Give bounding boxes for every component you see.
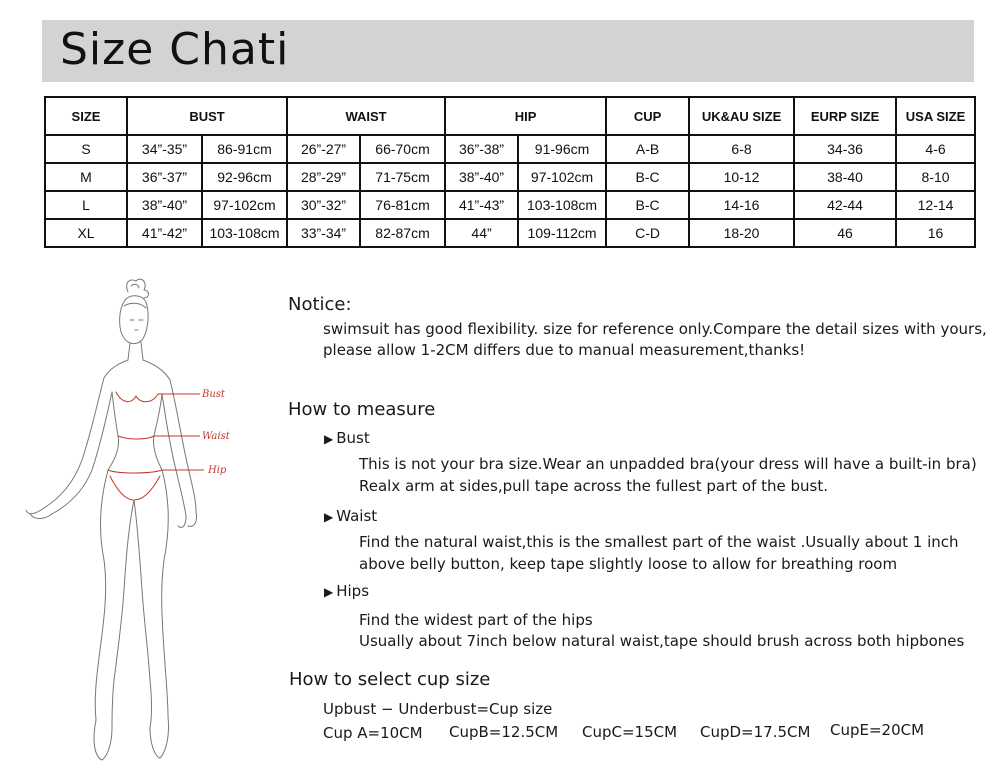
cell-size: L — [45, 191, 127, 219]
cup-d-value: CupD=17.5CM — [700, 723, 811, 741]
header-waist: WAIST — [287, 97, 445, 135]
cell-usa: 4-6 — [896, 135, 975, 163]
cell-bust-cm: 86-91cm — [202, 135, 287, 163]
cell-hip-in: 44” — [445, 219, 518, 247]
bust-line-1: This is not your bra size.Wear an unpadded bra(your dress will have a built-in bra) — [359, 455, 977, 473]
waist-line-1: Find the natural waist,this is the smallest part of the waist .Usually about 1 inch — [359, 533, 959, 551]
notice-line-1: swimsuit has good flexibility. size for reference only.Compare the detail sizes with yours, — [323, 320, 987, 338]
title-banner — [42, 20, 974, 82]
cell-ukau: 6-8 — [689, 135, 794, 163]
cup-c-value: CupC=15CM — [582, 723, 678, 741]
hips-line-1: Find the widest part of the hips — [359, 611, 593, 629]
page-title: Size Chati — [60, 24, 290, 75]
cell-size: M — [45, 163, 127, 191]
cup-b-value: CupB=12.5CM — [449, 723, 559, 741]
hips-label: Hips — [336, 582, 370, 600]
triangle-right-icon: ▶ — [324, 432, 334, 446]
cell-eurp: 38-40 — [794, 163, 896, 191]
bust-label: Bust — [336, 429, 370, 447]
table-row — [45, 191, 975, 219]
waist-line-2: above belly button, keep tape slightly loose to allow for breathing room — [359, 555, 898, 573]
cell-cup: C-D — [606, 219, 689, 247]
header-usa: USA SIZE — [896, 97, 975, 135]
header-eurp: EURP SIZE — [794, 97, 896, 135]
cell-bust-in: 38”-40” — [127, 191, 202, 219]
cell-hip-cm: 97-102cm — [518, 163, 606, 191]
cell-hip-cm: 109-112cm — [518, 219, 606, 247]
header-cup: CUP — [606, 97, 689, 135]
cell-hip-cm: 91-96cm — [518, 135, 606, 163]
cell-waist-in: 30”-32” — [287, 191, 360, 219]
cell-bust-in: 41”-42” — [127, 219, 202, 247]
bust-subheading — [324, 429, 370, 447]
cell-hip-in: 38”-40” — [445, 163, 518, 191]
cell-usa: 8-10 — [896, 163, 975, 191]
notice-heading: Notice: — [288, 294, 352, 315]
cell-usa: 16 — [896, 219, 975, 247]
table-row — [45, 135, 975, 163]
cell-waist-in: 33”-34” — [287, 219, 360, 247]
cell-waist-cm: 71-75cm — [360, 163, 445, 191]
header-ukau: UK&AU SIZE — [689, 97, 794, 135]
header-size: SIZE — [45, 97, 127, 135]
cell-ukau: 10-12 — [689, 163, 794, 191]
body-figure-illustration — [0, 250, 270, 775]
cup-formula: Upbust − Underbust=Cup size — [323, 700, 553, 718]
waist-label: Waist — [336, 507, 378, 525]
cell-ukau: 18-20 — [689, 219, 794, 247]
cell-bust-cm: 103-108cm — [202, 219, 287, 247]
cell-hip-in: 41”-43” — [445, 191, 518, 219]
cell-ukau: 14-16 — [689, 191, 794, 219]
cell-cup: A-B — [606, 135, 689, 163]
header-bust: BUST — [127, 97, 287, 135]
hip-figure-label: Hip — [208, 465, 227, 476]
notice-line-2: please allow 1-2CM differs due to manual measurement,thanks! — [323, 341, 806, 359]
cell-bust-cm: 97-102cm — [202, 191, 287, 219]
cup-select-heading: How to select cup size — [289, 669, 491, 690]
table-header-row — [45, 97, 975, 135]
cup-a-value: Cup A=10CM — [323, 724, 423, 742]
cell-usa: 12-14 — [896, 191, 975, 219]
triangle-right-icon: ▶ — [324, 585, 334, 599]
bust-line-2: Realx arm at sides,pull tape across the fullest part of the bust. — [359, 477, 829, 495]
cell-hip-cm: 103-108cm — [518, 191, 606, 219]
waist-figure-label: Waist — [202, 431, 230, 442]
hips-subheading — [324, 582, 369, 600]
cell-eurp: 42-44 — [794, 191, 896, 219]
bust-figure-label: Bust — [202, 389, 225, 400]
cell-cup: B-C — [606, 191, 689, 219]
table-row — [45, 163, 975, 191]
cell-waist-cm: 76-81cm — [360, 191, 445, 219]
cell-bust-cm: 92-96cm — [202, 163, 287, 191]
cell-waist-cm: 82-87cm — [360, 219, 445, 247]
cell-eurp: 34-36 — [794, 135, 896, 163]
cell-bust-in: 36”-37” — [127, 163, 202, 191]
cell-bust-in: 34”-35” — [127, 135, 202, 163]
header-hip: HIP — [445, 97, 606, 135]
cell-hip-in: 36”-38” — [445, 135, 518, 163]
cell-eurp: 46 — [794, 219, 896, 247]
size-chart-table — [44, 96, 976, 248]
measure-heading: How to measure — [288, 399, 436, 420]
hips-line-2: Usually about 7inch below natural waist,tape should brush across both hipbones — [359, 632, 965, 650]
triangle-right-icon: ▶ — [324, 510, 334, 524]
cell-waist-in: 26”-27” — [287, 135, 360, 163]
cup-e-value: CupE=20CM — [830, 721, 925, 739]
cell-waist-in: 28”-29” — [287, 163, 360, 191]
cell-size: XL — [45, 219, 127, 247]
cell-cup: B-C — [606, 163, 689, 191]
cell-size: S — [45, 135, 127, 163]
table-row — [45, 219, 975, 247]
waist-subheading — [324, 507, 377, 525]
cell-waist-cm: 66-70cm — [360, 135, 445, 163]
